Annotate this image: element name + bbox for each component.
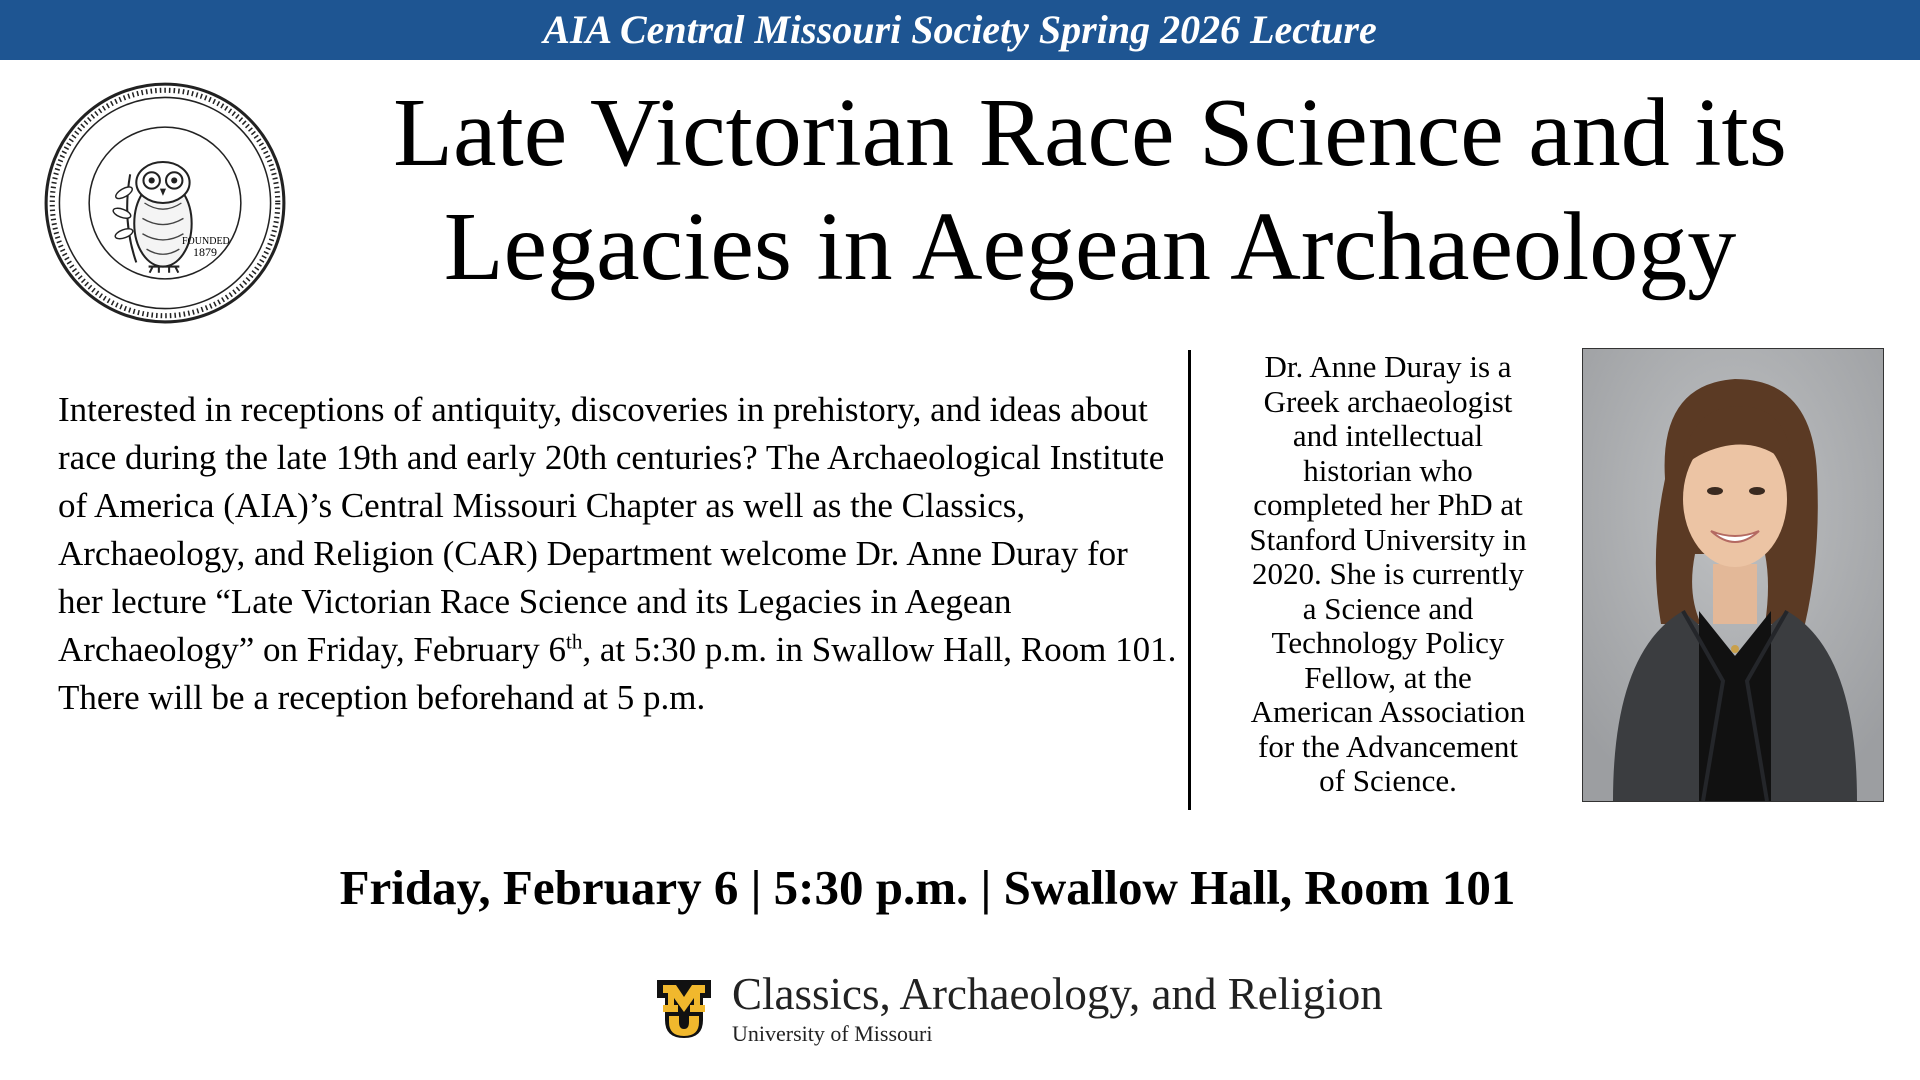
bio-line: Greek archaeologist [1263,383,1513,419]
top-banner [0,0,1920,60]
bio-line: Stanford University in [1249,521,1527,557]
department-name: Classics, Archaeology, and Religion [732,969,1383,1019]
aia-owl-seal-icon [42,80,288,326]
seal-founded-text: FOUNDED [182,236,230,247]
bio-line: Technology Policy [1271,625,1505,660]
bio-line: a Science and [1302,590,1474,626]
bio-line: and intellectual [1292,418,1484,453]
bio-line: completed her PhD at [1253,487,1523,522]
bio-line: American Association [1250,694,1526,729]
mizzou-mu-logo-icon [655,978,713,1040]
speaker-bio [1208,350,1568,799]
university-name: University of Missouri [732,1021,933,1046]
banner-text: AIA Central Missouri Society Spring 2026 Lecture [543,7,1377,52]
vertical-divider [1188,350,1191,810]
title-line-2: Legacies in Aegean Archaeology [443,193,1737,301]
event-details-text: Friday, February 6 | 5:30 p.m. | Swallow Hall, Room 101 [339,860,1516,915]
speaker-portrait-photo [1582,348,1884,802]
intro-superscript: th [566,629,583,654]
bio-line: for the Advancement [1258,728,1518,764]
bio-line: historian who [1303,452,1473,488]
lecture-title [320,76,1860,304]
title-line-1: Late Victorian Race Science and its [393,79,1787,187]
intro-text-2: , at 5:30 p.m. in Swallow Hall, Room 101. There will be a reception beforehand at 5 p.m. [58,630,1177,717]
bio-line: of Science. [1319,763,1457,798]
intro-paragraph [58,386,1178,722]
event-details [0,858,1855,918]
seal-founded-label [182,236,228,259]
speaker-portrait-icon [1583,349,1883,801]
bio-line: Fellow, at the [1304,659,1472,695]
intro-text-1: Interested in receptions of antiquity, discoveries in prehistory, and ideas about race during the late 19th and early 20th centuries? The Archaeological Institute of America (AIA)’s Central Missouri Chapter as well as the Classics, Archaeology, and Religion (CAR) Department welcome Dr. Anne Duray for her lecture “Late Victorian Race Science and its Legacies in Aegean Archaeology” on Friday, February 6 [58,390,1165,669]
bio-line: 2020. She is currently [1251,556,1525,591]
seal-founded-year: 1879 [193,245,217,259]
bio-line: Dr. Anne Duray is a [1264,349,1512,384]
